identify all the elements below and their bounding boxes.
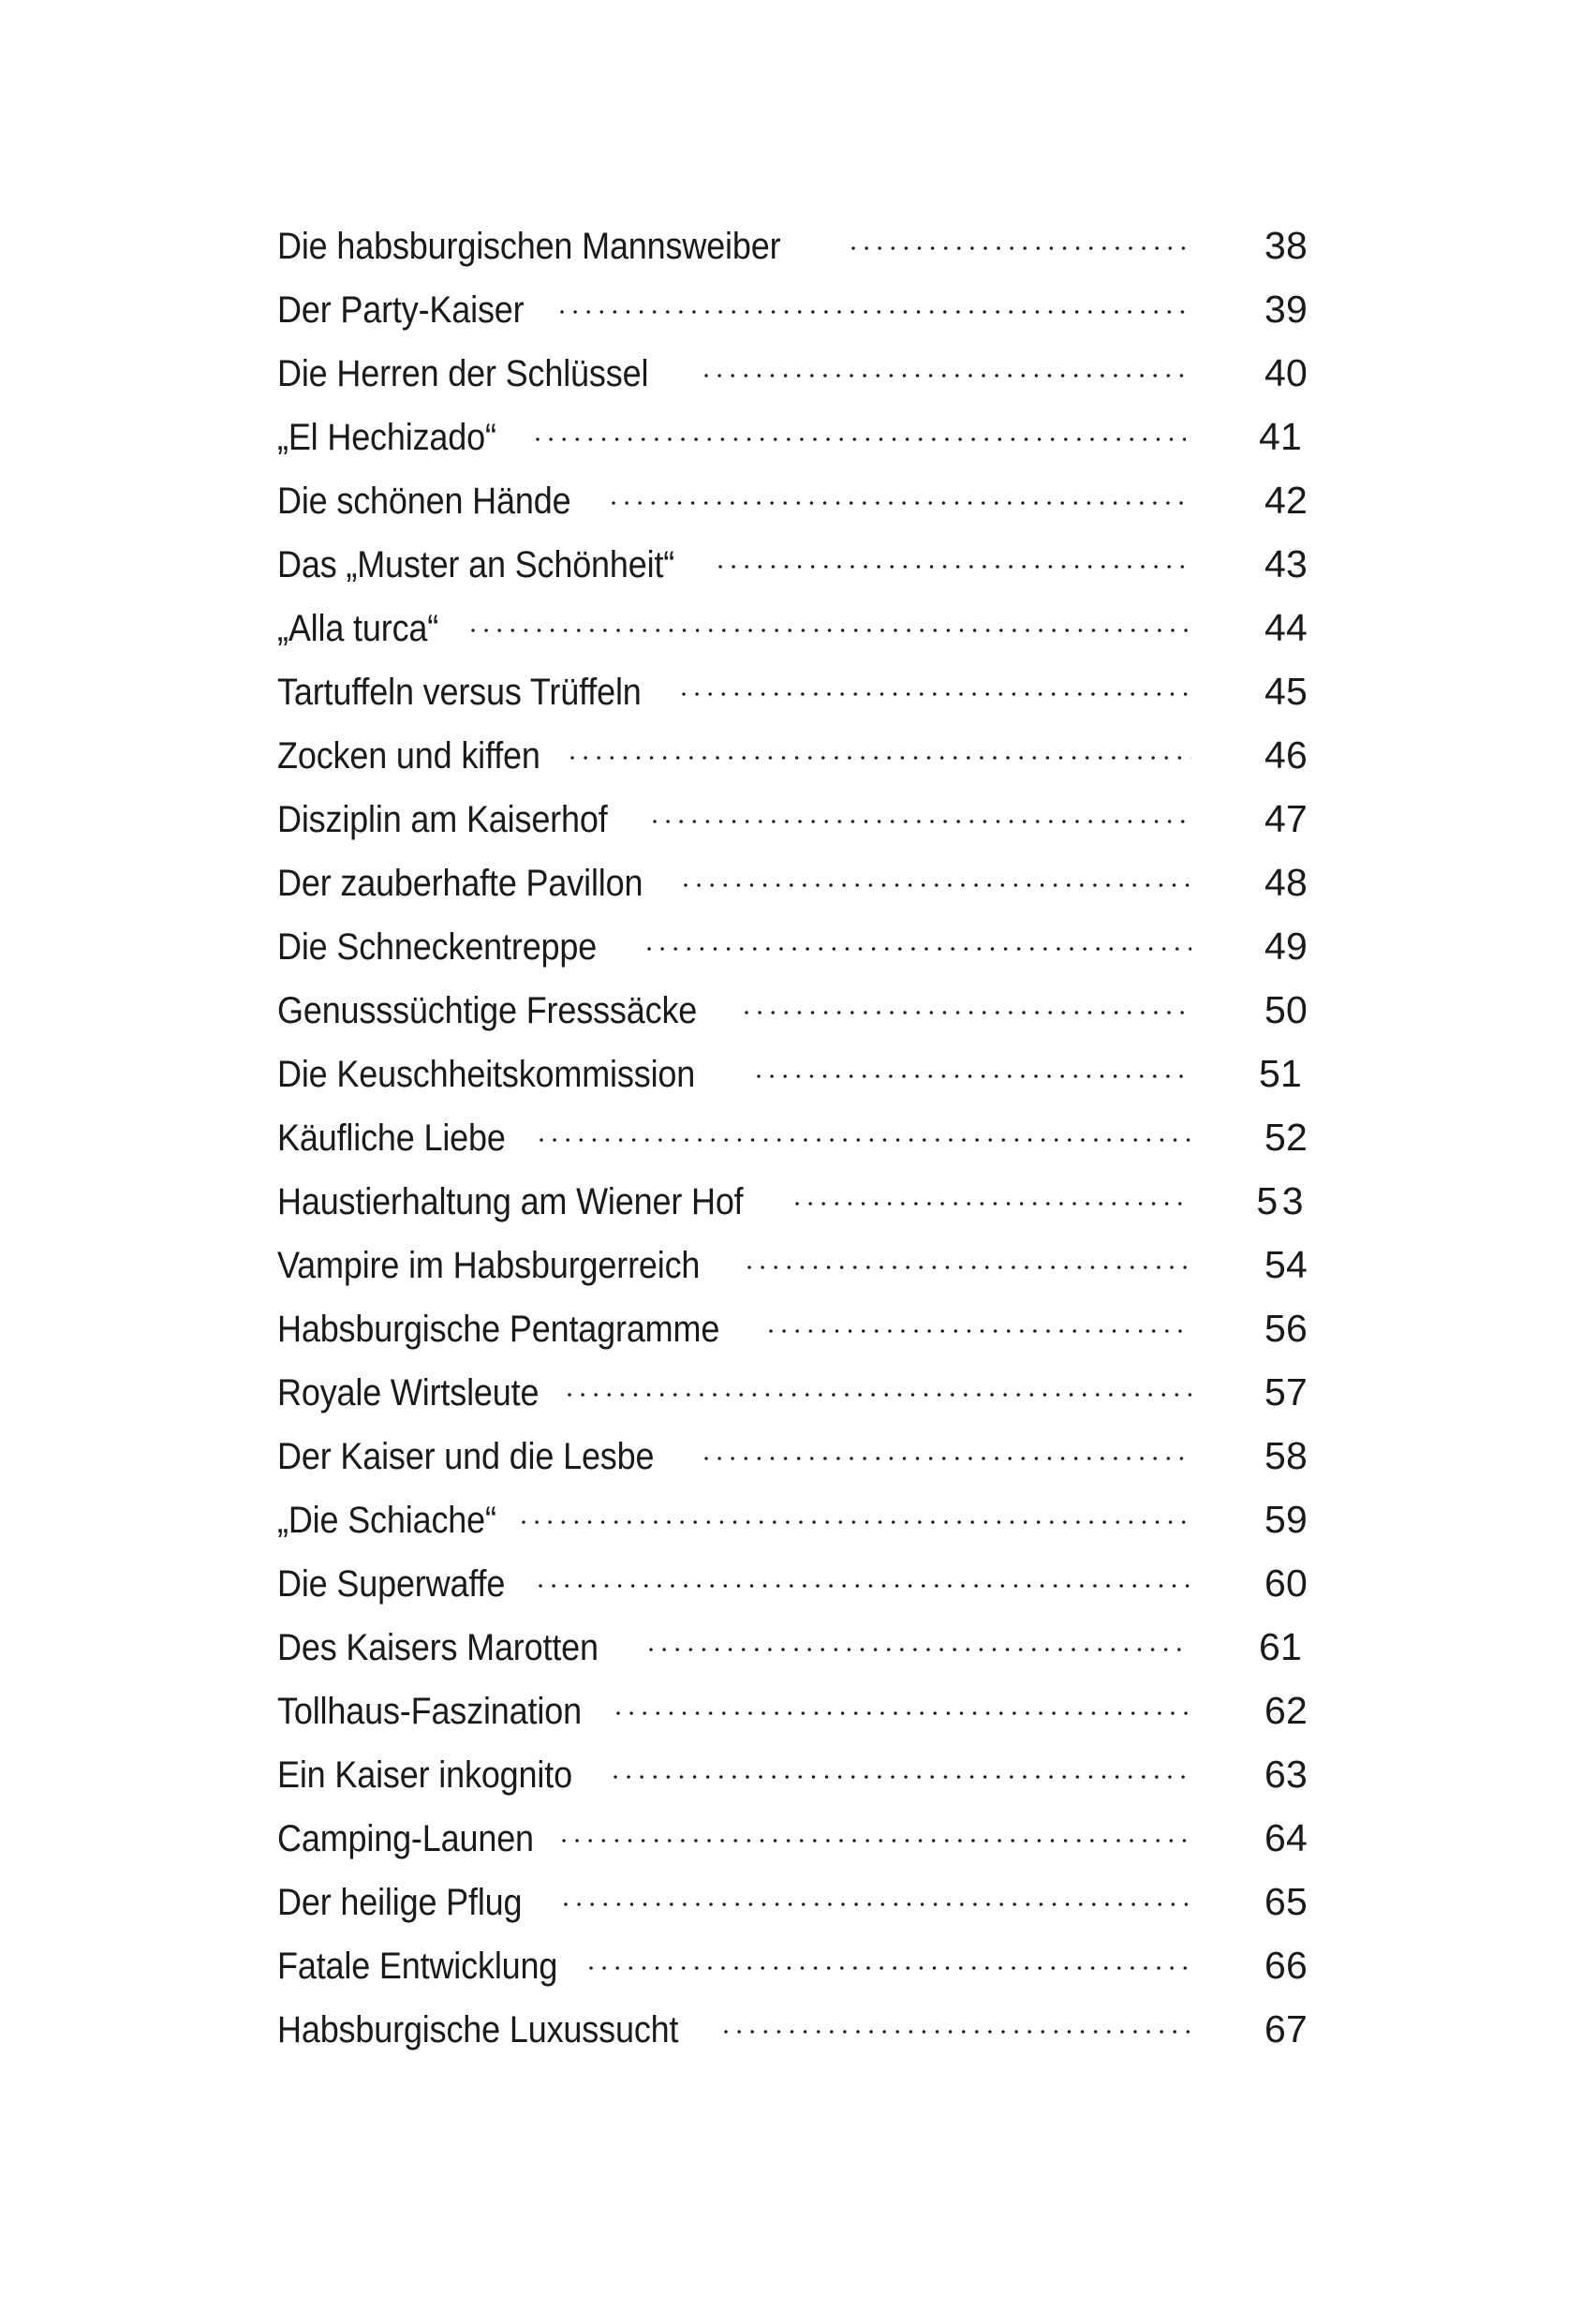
- toc-dot-leader: [539, 1559, 1191, 1596]
- toc-entry-title: Habsburgische Pentagramme: [277, 1309, 720, 1350]
- toc-entry[interactable]: [277, 1431, 1308, 1495]
- toc-dot-leader: [568, 1368, 1191, 1405]
- toc-dot-leader: [612, 476, 1191, 513]
- toc-dot-leader: [616, 1686, 1191, 1724]
- toc-entry-title: Fatale Entwicklung: [277, 1946, 558, 1987]
- toc-entry-title: Das „Muster an Schönheit“: [277, 544, 675, 585]
- toc-entry[interactable]: [277, 667, 1308, 731]
- toc-entry[interactable]: [277, 1750, 1308, 1813]
- toc-dot-leader: [540, 1113, 1191, 1150]
- toc-entry-title: Royale Wirtsleute: [277, 1372, 540, 1414]
- toc-entry[interactable]: [277, 1941, 1308, 2005]
- toc-dot-leader: [684, 858, 1191, 896]
- toc-entry-page-number: 51: [1258, 1052, 1302, 1095]
- toc-dot-leader: [745, 985, 1191, 1023]
- toc-entry-title: Die Superwaffe: [277, 1563, 506, 1605]
- toc-entry[interactable]: [277, 1686, 1308, 1750]
- toc-entry[interactable]: [277, 603, 1308, 667]
- toc-entry-page-number: 64: [1264, 1816, 1308, 1859]
- toc-dot-leader: [522, 1495, 1191, 1532]
- toc-entry-page-number: 63: [1264, 1753, 1308, 1796]
- toc-entry-page-number: 66: [1264, 1944, 1308, 1987]
- toc-entry-page-number: 57: [1264, 1370, 1308, 1414]
- toc-entry-page-number: 42: [1264, 479, 1308, 522]
- toc-entry[interactable]: [277, 1813, 1308, 1877]
- toc-dot-leader: [757, 1049, 1186, 1087]
- toc-entry[interactable]: [277, 412, 1308, 476]
- toc-entry-page-number: 38: [1264, 224, 1308, 267]
- toc-dot-leader: [614, 1750, 1191, 1787]
- table-of-contents-list: [277, 221, 1308, 2068]
- toc-entry-page-number: 48: [1264, 861, 1308, 904]
- toc-entry-title: Camping-Launen: [277, 1818, 534, 1859]
- toc-entry[interactable]: [277, 985, 1308, 1049]
- toc-entry-title: Die Schneckentreppe: [277, 926, 598, 968]
- toc-entry-title: Die Herren der Schlüssel: [277, 353, 649, 394]
- toc-entry[interactable]: [277, 858, 1308, 922]
- toc-entry-title: Genusssüchtige Fresssäcke: [277, 990, 698, 1031]
- toc-entry[interactable]: [277, 1113, 1308, 1177]
- toc-entry-title: Disziplin am Kaiserhof: [277, 799, 608, 840]
- toc-entry-page-number: 60: [1264, 1562, 1308, 1605]
- toc-entry-title: Die habsburgischen Mannsweiber: [277, 226, 781, 267]
- toc-dot-leader: [747, 1240, 1191, 1278]
- toc-entry[interactable]: [277, 1240, 1308, 1304]
- toc-dot-leader: [795, 1177, 1191, 1214]
- toc-entry-page-number: 53: [1256, 1179, 1308, 1222]
- toc-dot-leader: [471, 603, 1191, 641]
- toc-entry-title: Der Party-Kaiser: [277, 289, 525, 331]
- toc-entry-title: Des Kaisers Marotten: [277, 1627, 599, 1668]
- toc-dot-leader: [682, 667, 1191, 704]
- toc-dot-leader: [570, 731, 1191, 768]
- toc-dot-leader: [562, 1813, 1191, 1851]
- toc-dot-leader: [851, 221, 1191, 259]
- toc-dot-leader: [647, 922, 1191, 959]
- toc-entry-page-number: 44: [1264, 606, 1308, 649]
- toc-dot-leader: [704, 1431, 1191, 1469]
- toc-entry-page-number: 65: [1264, 1880, 1308, 1923]
- toc-entry-title: Der zauberhafte Pavillon: [277, 863, 643, 904]
- toc-dot-leader: [718, 540, 1191, 577]
- toc-entry[interactable]: [277, 348, 1308, 412]
- toc-entry-page-number: 67: [1264, 2007, 1308, 2050]
- toc-entry[interactable]: [277, 1049, 1308, 1113]
- toc-dot-leader: [560, 285, 1191, 322]
- toc-entry[interactable]: [277, 794, 1308, 858]
- toc-entry[interactable]: [277, 1622, 1308, 1686]
- toc-entry[interactable]: [277, 540, 1308, 603]
- toc-entry-page-number: 58: [1264, 1434, 1308, 1477]
- toc-dot-leader: [704, 348, 1191, 386]
- toc-entry[interactable]: [277, 221, 1308, 285]
- toc-entry-page-number: 59: [1264, 1498, 1308, 1541]
- toc-dot-leader: [589, 1941, 1191, 1978]
- toc-entry-title: Habsburgische Luxussucht: [277, 2009, 679, 2050]
- toc-entry[interactable]: [277, 731, 1308, 794]
- toc-entry-title: Tartuffeln versus Trüffeln: [277, 672, 642, 713]
- toc-entry-page-number: 46: [1264, 733, 1308, 777]
- toc-entry[interactable]: [277, 1304, 1308, 1368]
- toc-dot-leader: [649, 1622, 1186, 1660]
- toc-dot-leader: [769, 1304, 1191, 1341]
- toc-entry-title: Die Keuschheitskommission: [277, 1054, 696, 1095]
- toc-entry[interactable]: [277, 1495, 1308, 1559]
- toc-entry-title: „El Hechizado“: [277, 417, 496, 458]
- toc-entry-page-number: 45: [1264, 670, 1308, 713]
- toc-entry[interactable]: [277, 476, 1308, 540]
- toc-entry-page-number: 47: [1264, 797, 1308, 840]
- toc-entry-title: Die schönen Hände: [277, 481, 571, 522]
- toc-entry-page-number: 39: [1264, 288, 1308, 331]
- toc-dot-leader: [653, 794, 1191, 832]
- toc-entry-page-number: 49: [1264, 925, 1308, 968]
- toc-dot-leader: [724, 2005, 1191, 2042]
- toc-dot-leader: [564, 1877, 1191, 1915]
- toc-entry-page-number: 43: [1264, 542, 1308, 585]
- toc-entry[interactable]: [277, 2005, 1308, 2068]
- toc-entry-page-number: 62: [1264, 1689, 1308, 1732]
- toc-entry-title: Zocken und kiffen: [277, 735, 540, 777]
- toc-entry-title: Vampire im Habsburgerreich: [277, 1245, 701, 1286]
- toc-entry[interactable]: [277, 1877, 1308, 1941]
- toc-entry[interactable]: [277, 922, 1308, 985]
- toc-entry-title: „Die Schiache“: [277, 1500, 496, 1541]
- toc-entry-page-number: 56: [1264, 1307, 1308, 1350]
- toc-entry[interactable]: [277, 1368, 1308, 1431]
- toc-entry-title: Der heilige Pflug: [277, 1882, 523, 1923]
- toc-entry-title: „Alla turca“: [277, 608, 439, 649]
- toc-entry-page-number: 50: [1264, 988, 1308, 1031]
- toc-entry-page-number: 61: [1258, 1625, 1302, 1668]
- toc-entry-title: Der Kaiser und die Lesbe: [277, 1436, 655, 1477]
- toc-entry-title: Tollhaus-Faszination: [277, 1691, 582, 1732]
- toc-entry-title: Käufliche Liebe: [277, 1118, 506, 1159]
- toc-entry-page-number: 52: [1264, 1116, 1308, 1159]
- toc-dot-leader: [536, 412, 1186, 450]
- toc-entry-page-number: 40: [1264, 351, 1308, 394]
- toc-entry-title: Ein Kaiser inkognito: [277, 1754, 572, 1796]
- toc-entry-page-number: 54: [1264, 1243, 1308, 1286]
- toc-entry[interactable]: [277, 1559, 1308, 1622]
- toc-entry-page-number: 41: [1258, 415, 1302, 458]
- toc-entry-title: Haustierhaltung am Wiener Hof: [277, 1181, 744, 1222]
- toc-entry[interactable]: [277, 285, 1308, 348]
- toc-entry[interactable]: [277, 1177, 1308, 1240]
